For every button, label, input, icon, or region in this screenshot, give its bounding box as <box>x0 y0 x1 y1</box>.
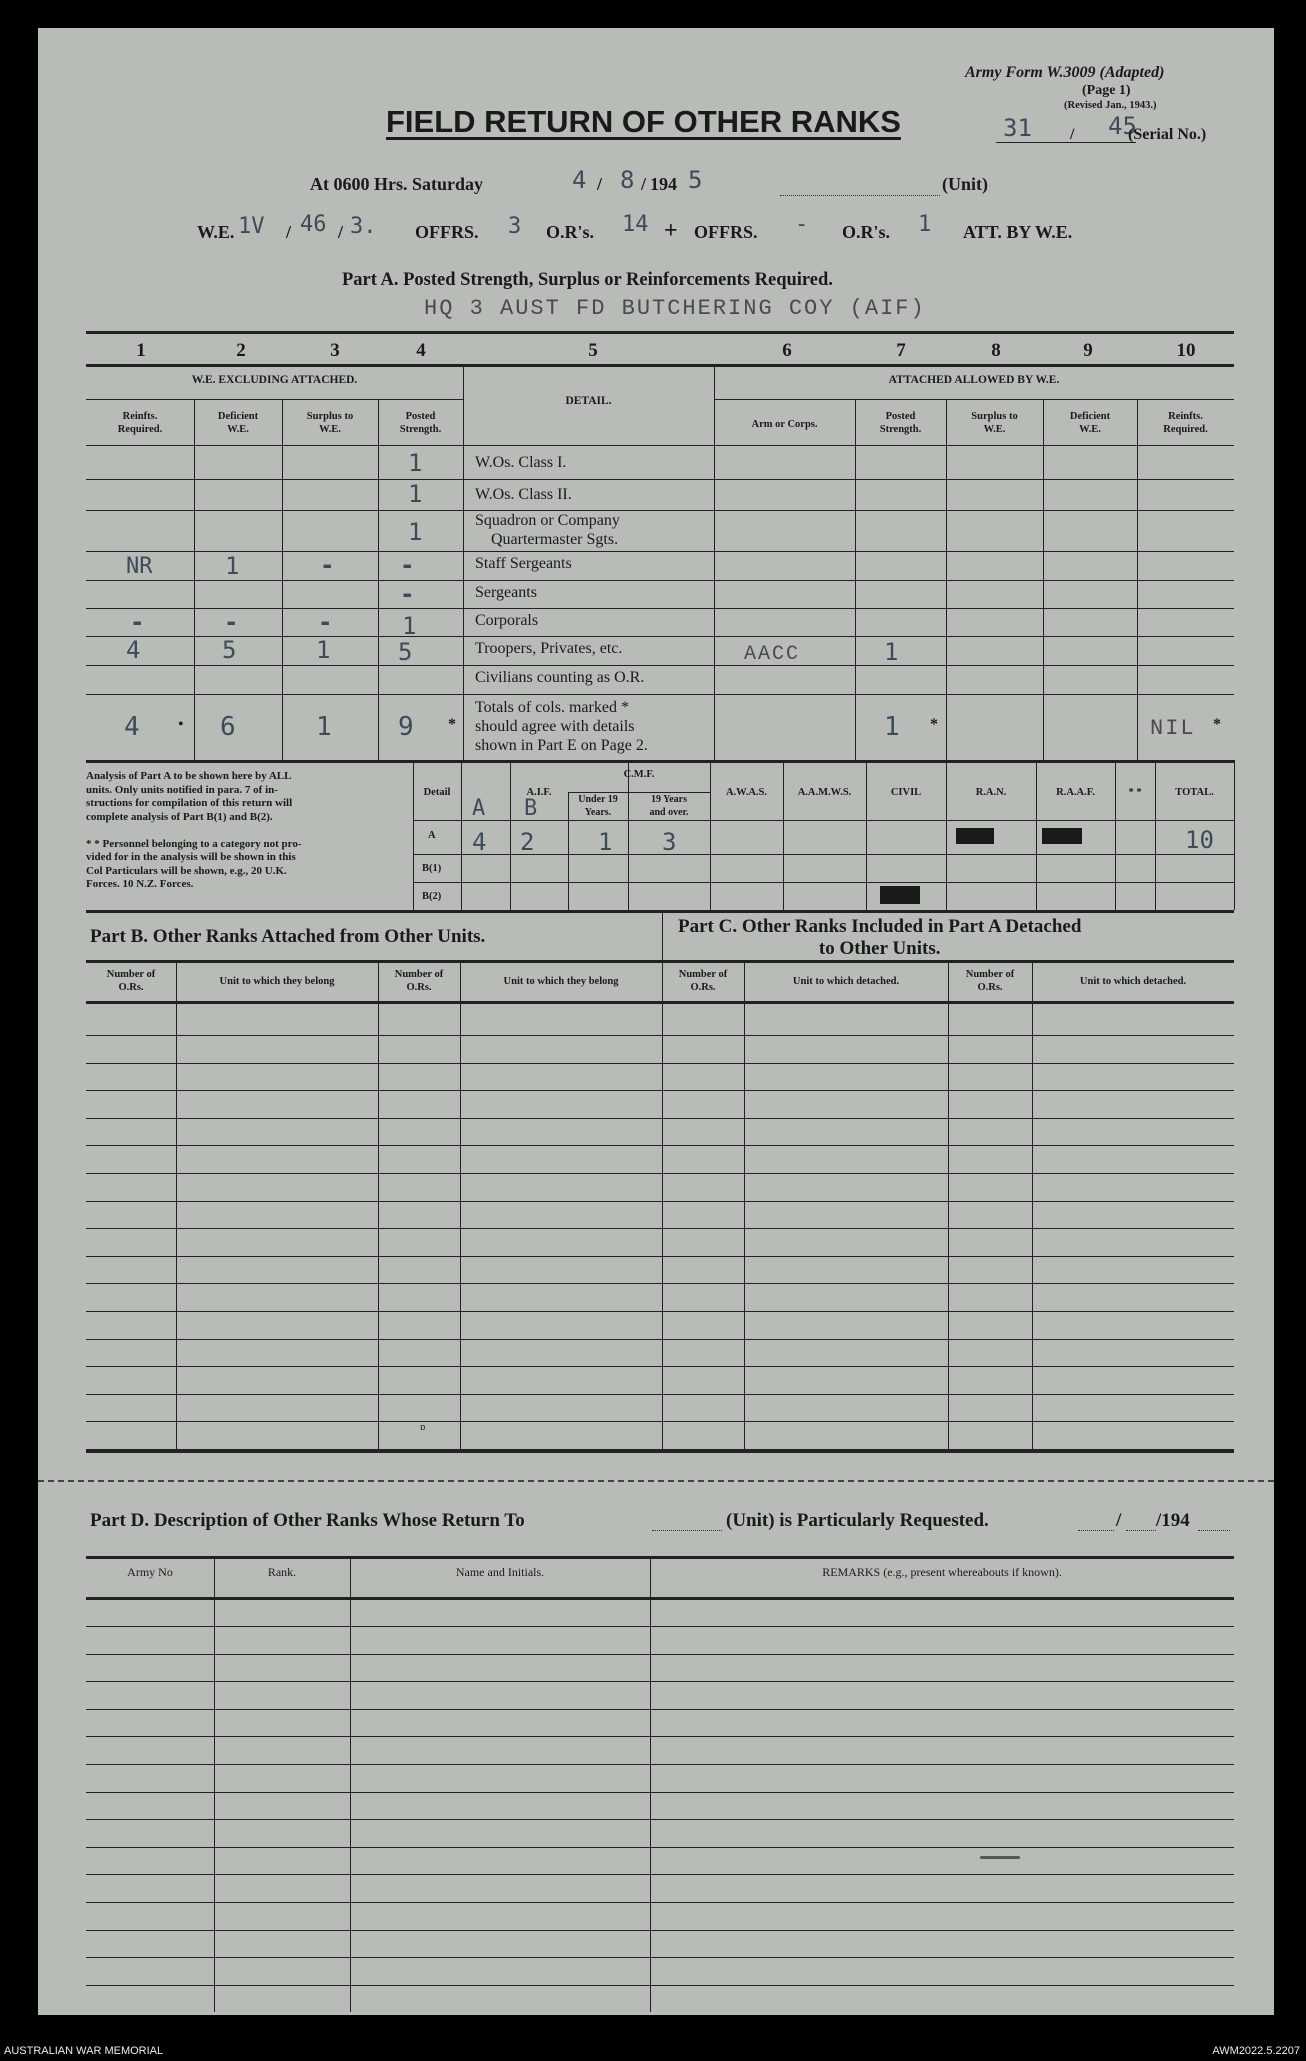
h-aamws: A.A.M.W.S. <box>797 787 852 798</box>
c10-total: NIL <box>1150 716 1196 741</box>
note-4: complete analysis of Part B(1) and B(2). <box>86 810 273 823</box>
ruled-line <box>86 1421 1234 1422</box>
line <box>86 608 1234 609</box>
col-num-4: 4 <box>416 340 426 361</box>
c-h-unit-2: Unit to which detached. <box>1079 976 1187 987</box>
ruled-line <box>86 1792 1234 1793</box>
h-posted-1: Posted <box>405 411 436 422</box>
line <box>282 399 283 760</box>
c3-pte: 1 <box>316 636 331 664</box>
h-cmf: C.M.F. <box>623 769 655 780</box>
ruled-line <box>86 1847 1234 1848</box>
c2-cpl: - <box>224 608 239 636</box>
row-label-ssgt: Staff Sergeants <box>475 555 572 572</box>
ruled-line <box>86 1035 1234 1036</box>
part-d-date: /194 <box>1156 1510 1190 1531</box>
unit-dotted-line <box>780 195 940 196</box>
d-h-name: Name and Initials. <box>455 1565 545 1579</box>
offrs-value: 3 <box>508 214 522 239</box>
army-form-label: Army Form W.3009 (Adapted) <box>965 64 1165 81</box>
col-num-5: 5 <box>588 340 598 361</box>
d-h-army: Army No <box>127 1565 173 1579</box>
b-h-number-2b: O.Rs. <box>406 982 432 993</box>
ruled-line <box>86 1145 1234 1146</box>
line <box>86 580 1234 581</box>
line <box>461 760 462 910</box>
c7-total: 1 <box>884 712 900 742</box>
ruled-line <box>86 1339 1234 1340</box>
part-a-title: Part A. Posted Strength, Surplus or Reinforcements Required. <box>342 270 833 290</box>
line <box>855 399 856 760</box>
line <box>710 760 711 910</box>
col-num-1: 1 <box>136 340 146 361</box>
ruled-line <box>86 1626 1234 1627</box>
footer-right: AWM2022.5.2207 <box>1212 2045 1300 2057</box>
h-deficient-r <box>1043 410 1137 436</box>
h-reinfts-2: Required. <box>117 424 163 435</box>
b-h-number-1a: Number of <box>106 969 156 980</box>
line <box>948 960 949 1450</box>
unit-label: (Unit) <box>942 174 988 194</box>
b-h-number-1b: O.Rs. <box>118 982 144 993</box>
line <box>866 760 867 910</box>
line <box>946 399 947 760</box>
star-1: * <box>448 716 456 733</box>
stray-mark: ɒ <box>420 1422 426 1433</box>
date-day: 4 <box>572 166 587 194</box>
col-num-2: 2 <box>236 340 246 361</box>
h-civil: CIVIL <box>890 787 922 798</box>
line <box>628 760 629 910</box>
c-h-unit-1: Unit to which detached. <box>792 976 900 987</box>
we-label: W.E. <box>197 222 235 242</box>
ruled-line <box>86 1874 1234 1875</box>
note-8: Forces. 10 N.Z. Forces. <box>86 878 194 890</box>
line <box>650 1556 651 2012</box>
ruled-line <box>86 1902 1234 1903</box>
line <box>214 1556 215 2012</box>
form-title: FIELD RETURN OF OTHER RANKS <box>386 104 901 139</box>
ruled-line <box>86 1090 1234 1091</box>
c-h-number-2b: O.Rs. <box>977 982 1003 993</box>
note-2: units. Only units notified in para. 7 of in- <box>86 783 278 796</box>
c4-total: 9 <box>398 712 414 742</box>
h-19over-2: and over. <box>649 807 689 818</box>
at-label: At 0600 Hrs. Saturday <box>310 174 484 194</box>
c-h-number-2a: Number of <box>965 969 1015 980</box>
ruled-line <box>86 1957 1234 1958</box>
line <box>86 445 1234 446</box>
date-dots-1 <box>1078 1530 1114 1531</box>
c4-ssgt: - <box>400 551 415 579</box>
part-c-title <box>678 916 1081 960</box>
smudge <box>980 1856 1020 1859</box>
offrs2-label: OFFRS. <box>694 222 758 242</box>
plus-sign: + <box>664 218 678 244</box>
col-num-7: 7 <box>896 340 906 361</box>
ruled-line <box>86 1736 1234 1737</box>
h-awas: A.W.A.S. <box>725 787 768 798</box>
line <box>86 364 1234 367</box>
ruled-line <box>86 1063 1234 1064</box>
line <box>1032 960 1033 1450</box>
line <box>413 882 1234 883</box>
c-h-number-2 <box>948 968 1032 994</box>
offrs2-value: - <box>795 212 809 237</box>
note-1: Analysis of Part A to be shown here by ALL <box>86 770 292 782</box>
c4-cpl: 1 <box>402 612 417 640</box>
a-val-3: 1 <box>598 828 613 856</box>
hw-a: A <box>472 796 486 821</box>
we-3: 3. <box>350 214 377 239</box>
b-h-unit-1: Unit to which they belong <box>219 976 335 987</box>
note-6: vided for in the analysis will be shown in this <box>86 851 296 863</box>
revised-label: (Revised Jan., 1943.) <box>1064 100 1157 111</box>
b-h-unit-2: Unit to which they belong <box>503 976 619 987</box>
part-c-title-1: Part C. Other Ranks Included in Part A Detached <box>678 916 1082 937</box>
date-year-prefix: 194 <box>650 174 677 194</box>
dot-1: • <box>178 716 184 733</box>
line <box>1234 760 1235 910</box>
row-a: A <box>428 830 436 841</box>
unit-typed: HQ 3 AUST FD BUTCHERING COY (AIF) <box>424 296 926 321</box>
line <box>1155 760 1156 910</box>
serial-b: 45 <box>1108 112 1137 140</box>
line <box>86 760 1234 763</box>
h-19over-1: 19 Years <box>650 794 687 805</box>
b-h-number-2a: Number of <box>394 969 444 980</box>
line <box>783 760 784 910</box>
ors2-value: 1 <box>918 212 932 237</box>
ors-value: 14 <box>622 212 649 237</box>
c3-total: 1 <box>316 712 332 742</box>
c2-total: 6 <box>220 712 236 742</box>
footer-left: AUSTRALIAN WAR MEMORIAL <box>4 2045 164 2057</box>
col-num-10: 10 <box>1176 340 1196 361</box>
h-stars: * * <box>1128 787 1142 798</box>
line <box>510 760 511 910</box>
serial-line <box>996 142 1136 143</box>
h-deficient-2: W.E. <box>227 424 249 435</box>
part-c-title-2: to Other Units. <box>818 938 941 959</box>
h-reinfts-r <box>1137 410 1234 436</box>
ruled-line <box>86 1173 1234 1174</box>
we-1: 1V <box>238 214 265 239</box>
line <box>194 399 195 760</box>
h-raaf: R.A.A.F. <box>1056 787 1095 798</box>
totals-2: should agree with details <box>475 718 635 735</box>
we-slash-1: / <box>286 222 292 242</box>
ors2-label: O.R's. <box>842 222 891 242</box>
line <box>1115 760 1116 910</box>
h-reinfts-r-1: Reinfts. <box>1168 411 1203 422</box>
h-aif: A.I.F. <box>526 787 552 798</box>
row-b2: B(2) <box>422 891 442 902</box>
ruled-line <box>86 1681 1234 1682</box>
we-2: 46 <box>300 212 327 237</box>
h-deficient-r-2: W.E. <box>1079 424 1101 435</box>
h-under19 <box>568 793 628 819</box>
detail-header: DETAIL. <box>565 395 612 407</box>
date-slash-1: / <box>597 174 603 194</box>
line <box>86 1001 1234 1004</box>
ruled-line <box>86 1228 1234 1229</box>
date-year-digit: 5 <box>688 166 703 194</box>
date-slash-2: / <box>641 174 647 194</box>
col-num-9: 9 <box>1083 340 1093 361</box>
ruled-line <box>86 1819 1234 1820</box>
note-3: structions for compilation of this return will <box>86 797 293 809</box>
line <box>662 960 663 1450</box>
c4-wo1: 1 <box>408 449 423 477</box>
col-num-3: 3 <box>330 340 340 361</box>
row-label-sgt: Sergeants <box>475 584 537 601</box>
raaf-blackout <box>1042 828 1082 844</box>
totals-3: shown in Part E on Page 2. <box>475 737 648 754</box>
unit-dots <box>652 1530 722 1531</box>
d-h-rank: Rank. <box>267 1565 297 1579</box>
col-num-8: 8 <box>991 340 1001 361</box>
form-paper <box>38 28 1274 2015</box>
totals-1: Totals of cols. marked * <box>475 699 629 716</box>
line <box>86 551 1234 552</box>
star-2: * <box>930 716 938 733</box>
h-deficient-1: Deficient <box>217 411 259 422</box>
ruled-line <box>86 1201 1234 1202</box>
row-label-qms-2: Quartermaster Sgts. <box>491 531 619 548</box>
line <box>86 331 1234 334</box>
row-label-wo2: W.Os. Class II. <box>475 486 572 503</box>
row-b1: B(1) <box>422 863 442 874</box>
line <box>86 1597 1234 1600</box>
c6-pte: AACC <box>744 643 801 666</box>
ruled-line <box>86 1311 1234 1312</box>
serial-label: (Serial No.) <box>1128 126 1207 143</box>
a-val-2: 2 <box>520 828 535 856</box>
note-5: * * Personnel belonging to a category not pro- <box>86 837 302 850</box>
h-posted-2: Strength. <box>399 424 442 435</box>
part-d-unit: (Unit) is Particularly Requested. <box>726 1510 989 1531</box>
c7-pte: 1 <box>884 638 899 666</box>
ors-label: O.R's. <box>546 222 595 242</box>
h-ran: R.A.N. <box>975 787 1007 798</box>
h-posted-r <box>855 410 946 436</box>
line <box>350 1556 351 2012</box>
star-3: * <box>1213 716 1221 733</box>
h-deficient-r-1: Deficient <box>1069 411 1111 422</box>
serial-a: 31 <box>1003 114 1032 142</box>
line <box>86 510 1234 511</box>
h-posted <box>378 410 463 436</box>
line <box>86 1556 1234 1559</box>
part-b-title: Part B. Other Ranks Attached from Other Units. <box>90 926 486 947</box>
c1-total: 4 <box>124 712 140 742</box>
line <box>946 760 947 910</box>
row-label-pte: Troopers, Privates, etc. <box>475 640 623 657</box>
c2-pte: 5 <box>222 636 237 664</box>
date-dots-2 <box>1126 1530 1156 1531</box>
h-under19-2: Years. <box>584 807 612 818</box>
att-label: ATT. BY W.E. <box>963 222 1073 242</box>
row-label-cpl: Corporals <box>475 612 539 629</box>
c4-sgt: - <box>400 580 415 608</box>
analysis-notes <box>86 770 302 892</box>
c1-ssgt: NR <box>126 554 153 579</box>
line <box>460 960 461 1450</box>
h-deficient <box>194 410 282 436</box>
ruled-line <box>86 1930 1234 1931</box>
a-total: 10 <box>1185 826 1214 854</box>
c3-cpl: - <box>318 608 333 636</box>
ruled-line <box>86 1709 1234 1710</box>
c-h-number-1b: O.Rs. <box>690 982 716 993</box>
d-h-remarks: REMARKS (e.g., present whereabouts if known). <box>822 1565 1062 1579</box>
row-label-civ: Civilians counting as O.R. <box>475 669 645 686</box>
h-under19-1: Under 19 <box>578 794 618 805</box>
ruled-line <box>86 1764 1234 1765</box>
date-month: 8 <box>620 166 635 194</box>
tear-line <box>38 1480 1274 1482</box>
group-left-header: W.E. EXCLUDING ATTACHED. <box>191 374 358 386</box>
h-reinfts-1: Reinfts. <box>122 411 158 422</box>
line <box>413 854 1234 855</box>
line <box>86 960 662 963</box>
serial-slash: / <box>1070 126 1075 143</box>
line <box>86 479 1234 480</box>
c3-ssgt: - <box>320 551 335 579</box>
c1-cpl: - <box>130 608 145 636</box>
a-val-4: 3 <box>662 828 677 856</box>
c4-wo2: 1 <box>408 480 423 508</box>
ran-blackout <box>956 828 994 844</box>
h-arm: Arm or Corps. <box>751 419 818 430</box>
ruled-line <box>86 1366 1234 1367</box>
note-7: Col Particulars will be shown, e.g., 20 U.K. <box>86 864 287 877</box>
c2-ssgt: 1 <box>225 552 240 580</box>
offrs-label: OFFRS. <box>415 222 479 242</box>
line <box>378 960 379 1450</box>
line <box>662 910 663 960</box>
ruled-line <box>86 1118 1234 1119</box>
row-label-totals <box>475 698 648 755</box>
row-label-wo1: W.Os. Class I. <box>475 454 567 471</box>
row-label-qms <box>475 511 620 549</box>
line <box>176 960 177 1450</box>
h-surplus-2: W.E. <box>319 424 341 435</box>
h-surplus-r-2: W.E. <box>983 424 1006 435</box>
line <box>86 665 1234 666</box>
date-dots-3 <box>1198 1530 1230 1531</box>
line <box>86 694 1234 695</box>
h-total: TOTAL. <box>1175 787 1214 798</box>
col-num-6: 6 <box>782 340 792 361</box>
h-surplus-1: Surplus to <box>306 411 354 422</box>
group-right-header: ATTACHED ALLOWED BY W.E. <box>888 374 1060 386</box>
line <box>413 760 414 910</box>
ruled-line <box>86 1985 1234 1986</box>
line <box>1036 760 1037 910</box>
row-label-qms-1: Squadron or Company <box>475 512 620 529</box>
h-reinfts <box>86 410 194 436</box>
line <box>86 1450 1234 1453</box>
h-surplus <box>282 410 378 436</box>
h-posted-r-1: Posted <box>885 411 916 422</box>
line <box>378 399 379 760</box>
ruled-line <box>86 1256 1234 1257</box>
c-h-number-1 <box>662 968 744 994</box>
b-h-number-2 <box>378 968 460 994</box>
civil-blackout <box>880 886 920 904</box>
part-d-title: Part D. Description of Other Ranks Whose Return To <box>90 1510 525 1531</box>
h-detail: Detail <box>423 787 451 798</box>
h-posted-r-2: Strength. <box>879 424 922 435</box>
ruled-line <box>86 1394 1234 1395</box>
line <box>714 399 1234 400</box>
line <box>744 960 745 1450</box>
line <box>86 636 1234 637</box>
page-label: (Page 1) <box>1082 83 1131 98</box>
line <box>1137 399 1138 760</box>
line <box>86 399 463 400</box>
c4-qms: 1 <box>408 518 423 546</box>
c4-pte: 5 <box>398 638 413 666</box>
hw-b: B <box>524 796 538 821</box>
h-surplus-r-1: Surplus to <box>971 411 1018 422</box>
part-d-slash: / <box>1116 1510 1122 1531</box>
b-h-number-1 <box>86 968 176 994</box>
h-surplus-r <box>946 410 1043 436</box>
h-19over <box>628 793 710 819</box>
line <box>463 364 464 760</box>
h-reinfts-r-2: Required. <box>1163 424 1208 435</box>
c-h-number-1a: Number of <box>678 969 728 980</box>
we-slash-2: / <box>338 222 344 242</box>
line <box>1043 399 1044 760</box>
ruled-line <box>86 1283 1234 1284</box>
line <box>86 910 1234 913</box>
ruled-line <box>86 1654 1234 1655</box>
a-val-1: 4 <box>472 828 487 856</box>
c1-pte: 4 <box>126 636 141 664</box>
